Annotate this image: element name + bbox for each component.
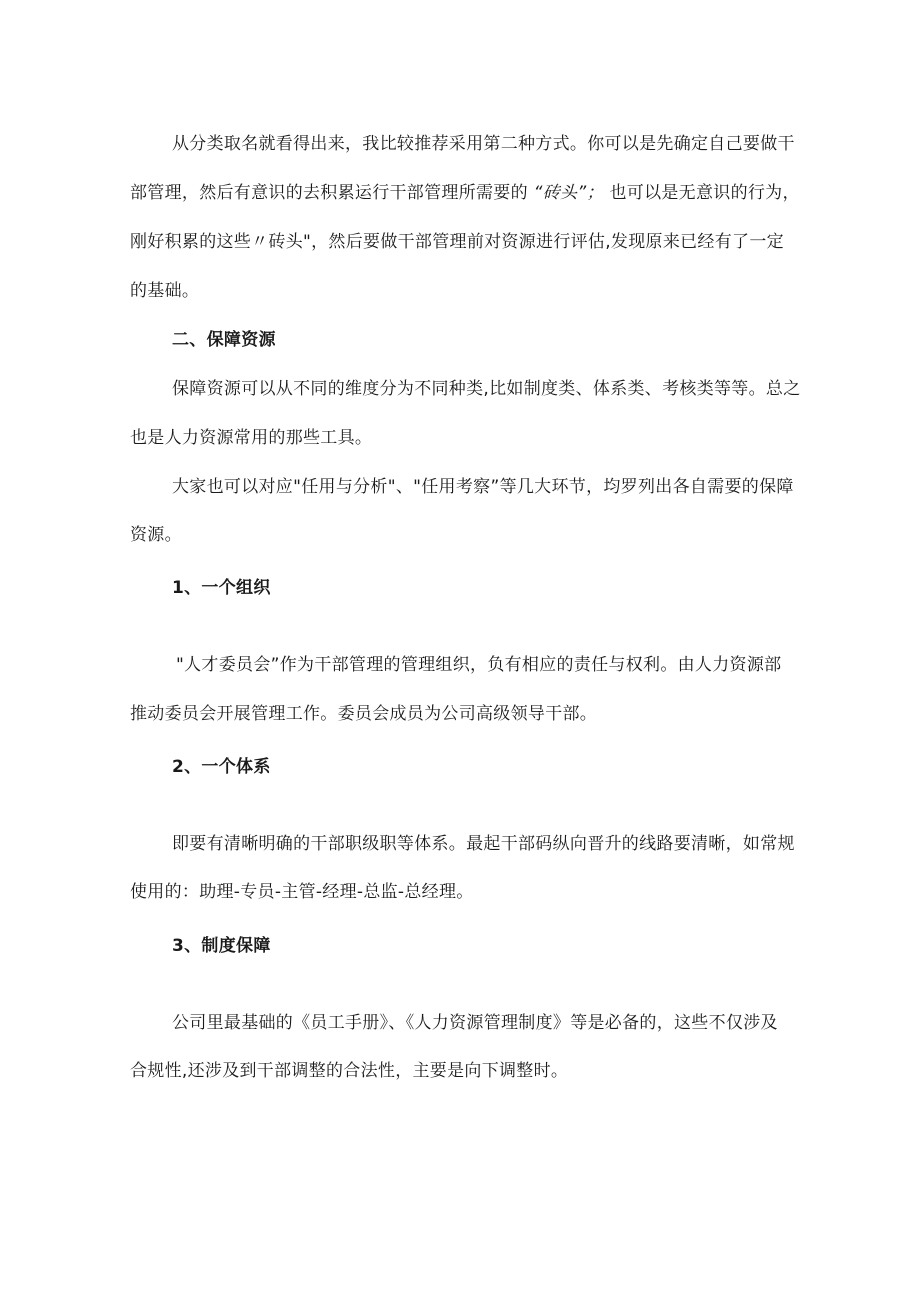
paragraph-1-line-2 — [130, 181, 800, 205]
paragraph-4-line-1: "人才委员会”作为干部管理的管理组织，负有相应的责任与权利。由人力资源部 — [176, 655, 782, 675]
paragraph-3-line-1: 大家也可以对应"任用与分析"、"任用考察”等几大环节，均罗列出各自需要的保障 — [172, 477, 794, 497]
subheading-one-system: 2、一个体系 — [172, 757, 271, 777]
paragraph-1-line-3: 刚好积累的这些〃砖头"，然后要做干部管理前对资源进行评估,发现原来已经有了一定 — [130, 232, 784, 252]
paragraph-2-line-1: 保障资源可以从不同的维度分为不同种类,比如制度类、体系类、考核类等等。总之 — [172, 379, 801, 399]
brick-quote: “砖头”； — [533, 183, 604, 203]
section-heading-guarantee-resources: 二、保障资源 — [172, 330, 276, 350]
paragraph-4-line-2: 推动委员会开展管理工作。委员会成员为公司高级领导干部。 — [130, 704, 598, 724]
paragraph-1-line-2-part-c: 也可以是无意识的行为， — [609, 183, 800, 203]
paragraph-6-line-1: 公司里最基础的《员工手册》、《人力资源管理制度》等是必备的，这些不仅涉及 — [172, 1013, 778, 1033]
paragraph-2-line-2: 也是人力资源常用的那些工具。 — [130, 428, 373, 448]
paragraph-1-line-4: 的基础。 — [130, 281, 200, 301]
paragraph-5-line-2: 使用的：助理-专员-主管-经理-总监-总经理。 — [130, 882, 474, 902]
paragraph-1-line-1: 从分类取名就看得出来，我比较推荐采用第二种方式。你可以是先确定自己要做干 — [172, 134, 795, 154]
paragraph-6-line-2: 合规性,还涉及到干部调整的合法性，主要是向下调整时。 — [130, 1061, 569, 1081]
paragraph-5-line-1: 即要有清晰明确的干部职级职等体系。最起干部码纵向晋升的线路要清晰，如常规 — [172, 834, 795, 854]
subheading-policy-guarantee: 3、制度保障 — [172, 936, 271, 956]
paragraph-1-line-2-part-a: 部管理，然后有意识的去积累运行干部管理所需要的 — [130, 183, 528, 203]
paragraph-3-line-2: 资源。 — [130, 525, 182, 545]
subheading-one-organization: 1、一个组织 — [172, 578, 271, 598]
